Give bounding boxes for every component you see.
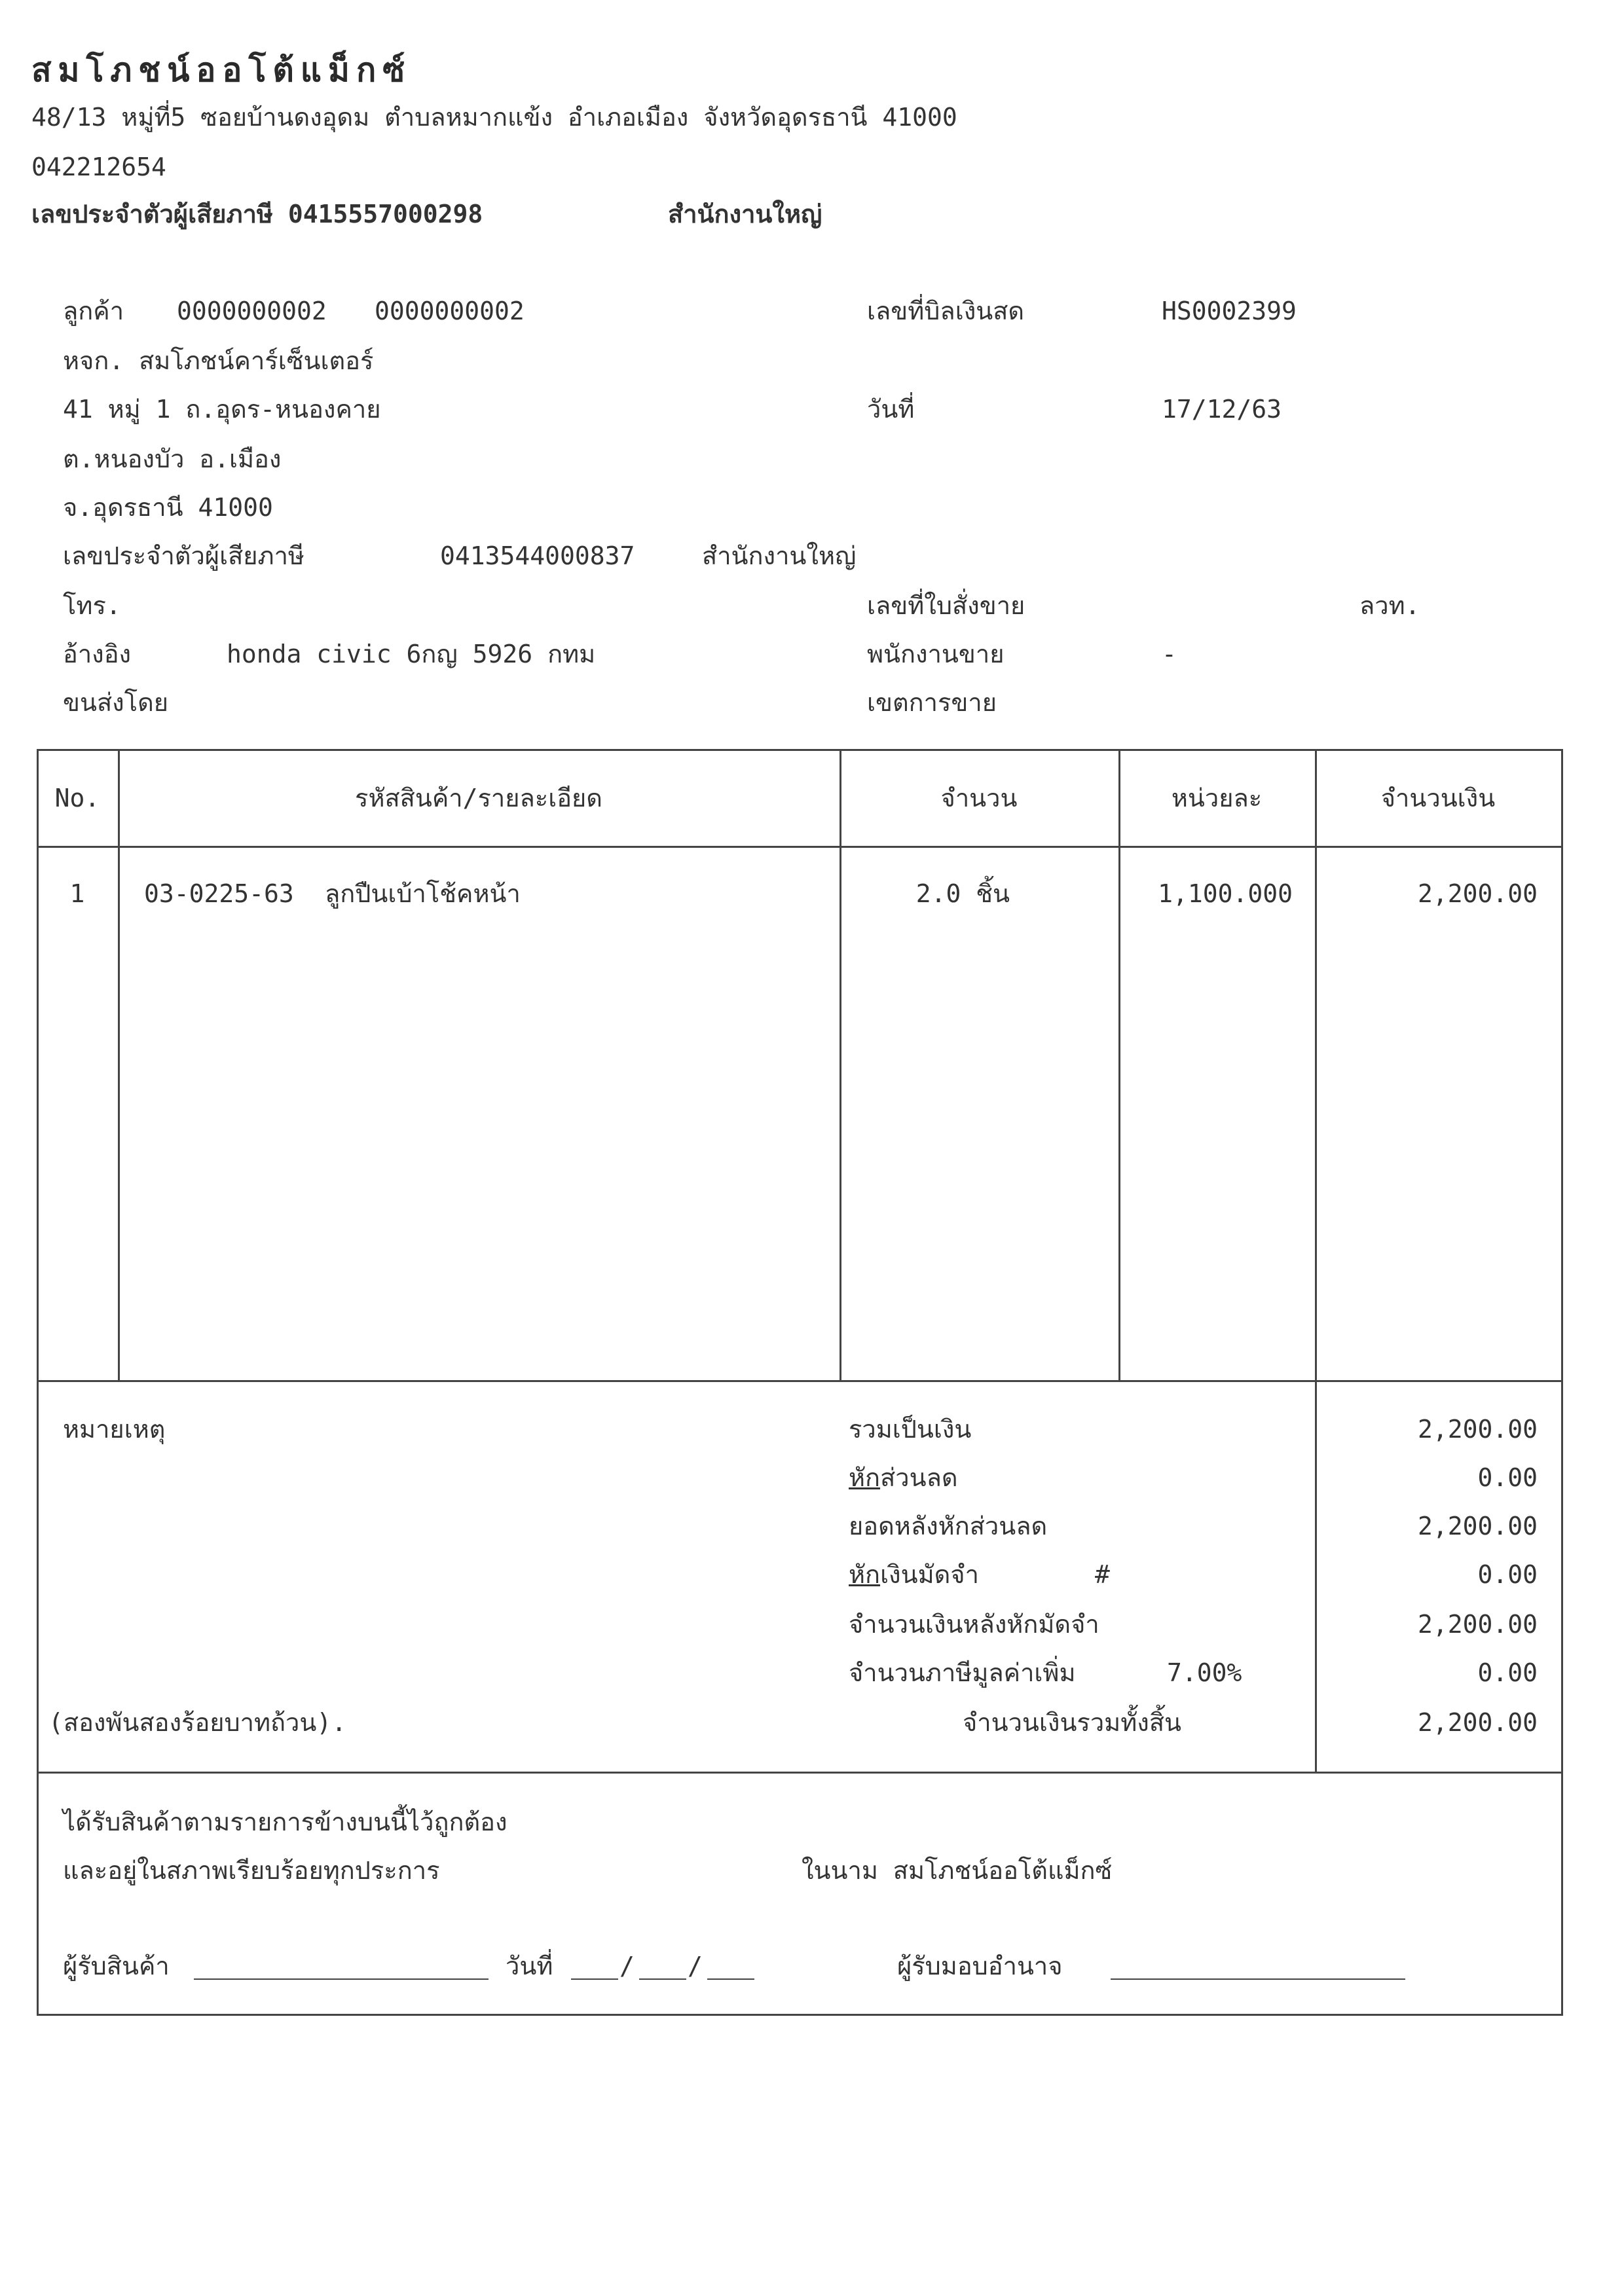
customer-tax-id: 0413544000837 [440,541,635,570]
deposit-value: 0.00 [1477,1560,1538,1589]
after-deposit-value: 2,200.00 [1417,1610,1538,1639]
header-amount: จำนวนเงิน [1380,784,1496,812]
row-amount: 2,200.00 [1417,879,1538,908]
company-address: 48/13 หมู่ที่5 ซอยบ้านดงอุดม ตำบลหมากแข้ง อำเภอเมือง จังหวัดอุดรธานี 41000 [31,103,957,132]
bill-number: HS0002399 [1162,297,1297,325]
sales-order-suffix: ลวท. [1359,591,1420,620]
received-statement-2: และอยู่ในสภาพเรียบร้อยทุกประการ [63,1856,440,1885]
receiver-signature-line [194,1978,489,1980]
customer-code-1: 0000000002 [177,297,327,325]
discount-value: 0.00 [1477,1463,1538,1492]
customer-phone-label: โทร. [63,591,121,620]
row-unit-price: 1,100.000 [1158,879,1293,908]
customer-tax-id-label: เลขประจำตัวผู้เสียภาษี [63,541,304,570]
customer-address-1: 41 หมู่ 1 ถ.อุดร-หนองคาย [63,395,381,424]
company-branch: สำนักงานใหญ่ [668,200,822,228]
authorized-label: ผู้รับมอบอำนาจ [897,1952,1063,1980]
vat-value: 0.00 [1477,1658,1538,1687]
row-description: ลูกปืนเบ้าโช้คหน้า [325,879,521,908]
row-quantity: 2.0 ชิ้น [915,879,1010,908]
deposit-hash: # [1095,1560,1110,1589]
bill-number-label: เลขที่บิลเงินสด [867,297,1025,325]
header-unit-price: หน่วยละ [1171,784,1263,812]
header-no: No. [54,784,100,812]
receive-date-month-line [639,1978,686,1980]
bill-date: 17/12/63 [1162,395,1282,424]
after-discount-value: 2,200.00 [1417,1512,1538,1540]
customer-branch: สำนักงานใหญ่ [702,541,857,570]
vat-rate: 7.00% [1167,1658,1242,1687]
company-tax-id: เลขประจำตัวผู้เสียภาษี 0415557000298 [31,200,483,228]
authorized-signature-line [1111,1978,1405,1980]
discount-label: หักส่วนลด [849,1463,958,1492]
customer-name: หจก. สมโภชน์คาร์เซ็นเตอร์ [63,346,374,375]
grand-total-value: 2,200.00 [1417,1708,1538,1737]
after-discount-label: ยอดหลังหักส่วนลด [849,1512,1048,1540]
company-name: สมโภชน์ออโต้แม็กซ์ [31,51,412,89]
on-behalf-of: ในนาม สมโภชน์ออโต้แม็กซ์ [802,1856,1113,1885]
received-statement-1: ได้รับสินค้าตามรายการข้างบนนี้ไว้ถูกต้อง [63,1808,507,1836]
customer-address-3: จ.อุดรธานี 41000 [63,493,273,522]
salesman-value: - [1162,640,1177,668]
reference-label: อ้างอิง [63,640,132,668]
remark-label: หมายเหตุ [63,1415,166,1444]
amount-in-words: (สองพันสองร้อยบาทถ้วน). [48,1708,347,1737]
sales-order-label: เลขที่ใบสั่งขาย [867,591,1025,620]
row-no: 1 [69,879,85,908]
shipping-label: ขนส่งโดย [63,688,169,717]
header-description: รหัสสินค้า/รายละเอียด [355,784,602,812]
receive-date-sep-1: / [619,1952,635,1980]
receive-date-label: วันที่ [506,1952,553,1980]
receiver-label: ผู้รับสินค้า [63,1952,170,1980]
receive-date-sep-2: / [688,1952,703,1980]
receive-date-day-line [571,1978,618,1980]
deposit-label: หักเงินมัดจำ [849,1560,979,1589]
grand-total-label: จำนวนเงินรวมทั้งสิ้น [963,1708,1181,1737]
sales-area-label: เขตการขาย [867,688,997,717]
subtotal-value: 2,200.00 [1417,1415,1538,1444]
customer-label: ลูกค้า [63,297,124,325]
reference-value: honda civic 6กญ 5926 กทม [227,640,596,668]
subtotal-label: รวมเป็นเงิน [849,1415,972,1444]
bill-date-label: วันที่ [867,395,915,424]
header-quantity: จำนวน [940,784,1018,812]
customer-address-2: ต.หนองบัว อ.เมือง [63,445,282,473]
salesman-label: พนักงานขาย [867,640,1005,668]
after-deposit-label: จำนวนเงินหลังหักมัดจำ [849,1610,1099,1639]
row-product-code: 03-0225-63 [144,879,294,908]
customer-code-2: 0000000002 [375,297,525,325]
vat-label: จำนวนภาษีมูลค่าเพิ่ม [849,1658,1076,1687]
company-phone: 042212654 [31,153,166,181]
receive-date-year-line [707,1978,754,1980]
